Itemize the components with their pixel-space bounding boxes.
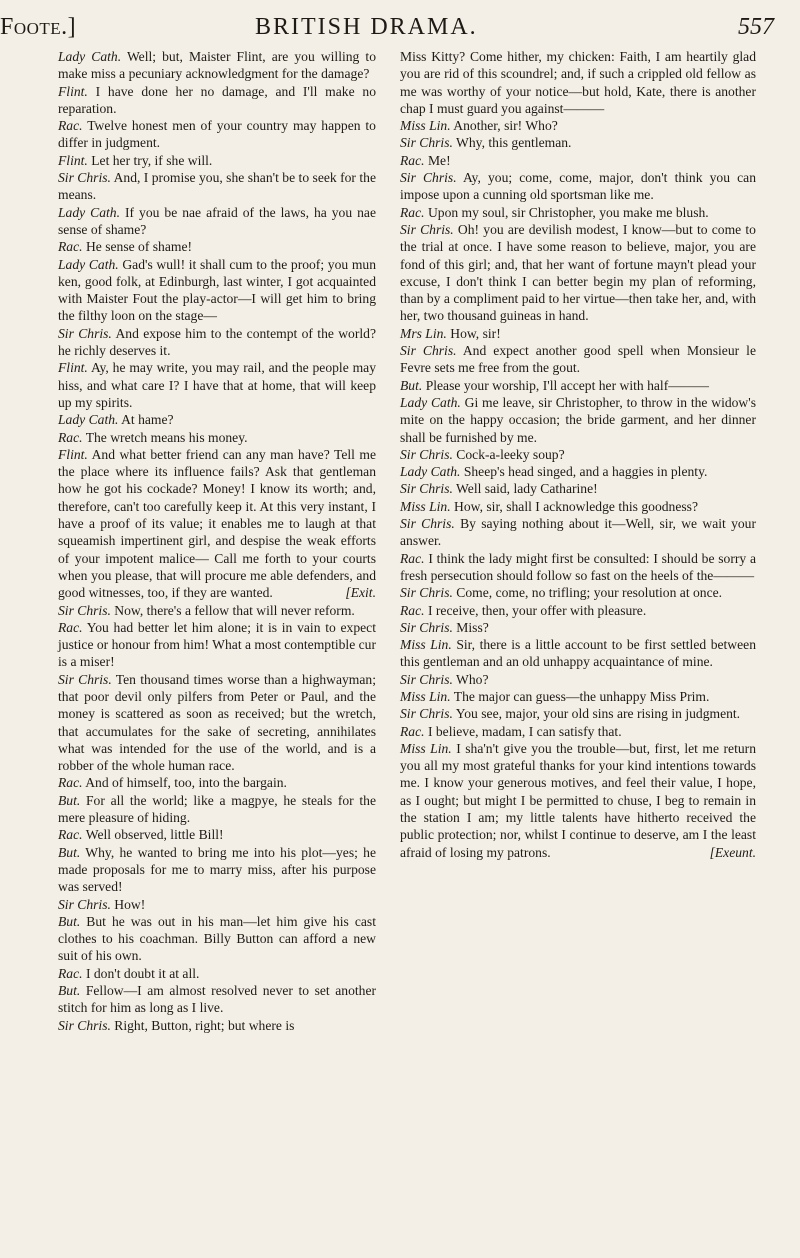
speech-text: Ay, you; come, come, major, don't think you can impose upon a cunning old sportsman like me.: [400, 170, 756, 203]
speech-paragraph: [400, 723, 756, 740]
speech-paragraph: [58, 117, 376, 152]
speech-paragraph: [400, 584, 756, 601]
speech-text: Let her try, if she will.: [91, 152, 213, 168]
speech-text: I sha'n't give you the trouble—but, first, let me return you all my most grateful thanks for your kind intentions towards me. I know your generous motives, and feel their value, I hope, as I ought; but might I be permitted to chuse, I beg to remain in the station I am; my little talents have hitherto received the public protection; nor, whilst I continue to deserve, am I the least afraid of losing my patrons.: [400, 740, 756, 860]
speech-text: Well said, lady Catharine!: [456, 481, 598, 497]
speaker-name: Rac.: [400, 602, 425, 618]
speech-text: Now, there's a fellow that will never reform.: [114, 602, 355, 618]
speech-paragraph: [400, 446, 756, 463]
speech-text: I don't doubt it at all.: [85, 965, 200, 981]
speech-text: And what better friend can any man have? Tell me the place where its influence fails? Ask that gentleman how he got his cockade? Money! I know its worth; and, therefore, can't too carefully keep it. At this very instant, I have a proof of its value; it enables me to laugh at that squeamish impertinent girl, and despise the weak efforts of your impotent malice— Call me forth to your courts when you please, that will procure me able defenders, and good witnesses, too, if they are wanted.: [58, 446, 376, 601]
speech-text: Ay, he may write, you may rail, and the people may hiss, and what care I? I have that at home, that will keep up my spirits.: [58, 360, 376, 410]
speech-paragraph: [400, 221, 756, 325]
speech-paragraph: [58, 913, 376, 965]
speech-paragraph: [400, 134, 756, 151]
speaker-name: Sir Chris.: [400, 135, 453, 151]
speaker-name: Flint.: [58, 446, 88, 462]
speech-paragraph: [58, 792, 376, 827]
speech-paragraph: [400, 671, 756, 688]
speech-text: And expose him to the contempt of the world? he richly deserves it.: [58, 325, 376, 359]
speech-text: I have done her no damage, and I'll make no reparation.: [58, 83, 376, 116]
speech-text: I receive, then, your offer with pleasure.: [427, 602, 647, 618]
speech-text: For all the world; like a magpye, he steals for the mere pleasure of hiding.: [58, 792, 377, 826]
speech-paragraph: [58, 602, 376, 619]
speech-text: Miss?: [456, 619, 489, 635]
speech-text: And, I promise you, she shan't be to seek for the means.: [58, 170, 376, 203]
speech-paragraph: [58, 411, 376, 428]
speech-paragraph: [400, 688, 756, 705]
right-column: [400, 48, 756, 1034]
speaker-name: Sir Chris.: [58, 170, 111, 186]
speech-text: Well; but, Maister Flint, are you willing to make miss a pecuniary acknowledgment for the damage?: [58, 49, 377, 82]
speaker-name: Flint.: [58, 83, 88, 99]
speech-text: Why, he wanted to bring me into his plot—yes; he made proposals for me to marry miss, after his purpose was served!: [58, 844, 376, 895]
speech-paragraph: [400, 463, 756, 480]
speech-paragraph: [58, 619, 376, 671]
speaker-name: Rac.: [400, 723, 425, 739]
speech-text: Well observed, little Bill!: [85, 827, 224, 843]
speech-text: If you be nae afraid of the laws, ha you nae sense of shame?: [58, 204, 376, 237]
speaker-name: Miss Lin.: [400, 498, 451, 514]
speech-text: Gad's wull! it shall cum to the proof; you mun ken, good folk, at Edinburgh, last winter, I got acquainted with Maister Fout the play-actor—I will get him to bring the filthy loon on the stage—: [58, 256, 376, 324]
speech-text: Right, Button, right; but where is: [114, 1017, 295, 1033]
speaker-name: Mrs Lin.: [400, 325, 447, 341]
speech-text: He sense of shame!: [85, 239, 193, 255]
speech-paragraph: [400, 342, 756, 377]
speaker-name: Sir Chris.: [58, 1017, 111, 1033]
speaker-name: Miss Lin.: [400, 688, 451, 704]
speaker-name: But.: [58, 844, 81, 860]
speech-paragraph: [58, 359, 376, 411]
speech-paragraph: [58, 429, 376, 446]
speaker-name: Sir Chris.: [400, 221, 454, 237]
speaker-name: Rac.: [58, 118, 83, 134]
speaker-name: Sir Chris.: [58, 602, 111, 618]
speaker-name: Sir Chris.: [400, 446, 453, 462]
speech-paragraph: [58, 204, 376, 239]
text-columns: [58, 48, 776, 1034]
speech-text: I think the lady might first be consulted: I should be sorry a fresh persecution should follow so fast on the heels of the———: [400, 550, 756, 583]
speaker-name: Sir Chris.: [58, 896, 111, 912]
speech-paragraph: [400, 480, 756, 497]
speech-paragraph: [400, 117, 756, 134]
speech-paragraph: [58, 256, 376, 325]
speech-paragraph: [400, 740, 756, 861]
speech-paragraph: [58, 671, 376, 775]
speech-paragraph: [58, 169, 376, 204]
speech-paragraph: [58, 446, 376, 602]
speaker-name: Sir Chris.: [400, 585, 453, 601]
speech-paragraph: [400, 48, 756, 117]
speech-text: And of himself, too, into the bargain.: [85, 775, 287, 791]
speech-text: Cock-a-leeky soup?: [456, 446, 565, 462]
speaker-name: Sir Chris.: [400, 481, 453, 497]
speech-paragraph: [400, 394, 756, 446]
speech-text: And expect another good spell when Monsieur le Fevre sets me free from the gout.: [400, 343, 756, 376]
speaker-name: Sir Chris.: [400, 170, 457, 186]
speaker-name: Sir Chris.: [400, 343, 457, 359]
speaker-name: Lady Cath.: [58, 204, 121, 220]
speech-paragraph: [400, 550, 756, 585]
speech-text: But he was out in his man—let him give his cast clothes to his coachman. Billy Button can afford a new suit of his own.: [58, 913, 376, 964]
speech-text: At hame?: [121, 412, 174, 428]
speech-text: Who?: [456, 671, 489, 687]
speaker-name: Sir Chris.: [400, 706, 453, 722]
speech-text: Me!: [427, 152, 451, 168]
speech-text: Gi me leave, sir Christopher, to throw in the widow's mite on the happy occasion; the bride garment, and her dinner shall be furnished by me.: [400, 394, 756, 445]
speech-paragraph: [58, 774, 376, 791]
header-author: Foote.]: [0, 14, 77, 40]
speech-text: How, sir, shall I acknowledge this goodness?: [454, 498, 699, 514]
speaker-name: Rac.: [58, 965, 83, 981]
speech-paragraph: [400, 204, 756, 221]
speaker-name: Flint.: [58, 152, 88, 168]
speaker-name: Lady Cath.: [58, 256, 119, 272]
speech-text: Twelve honest men of your country may happen to differ in judgment.: [58, 118, 376, 151]
speech-text: How!: [114, 896, 146, 912]
speech-paragraph: [400, 169, 756, 204]
speaker-name: Lady Cath.: [58, 49, 122, 64]
speech-paragraph: [400, 498, 756, 515]
speech-paragraph: [58, 83, 376, 118]
speech-paragraph: [400, 705, 756, 722]
speech-paragraph: [400, 515, 756, 550]
speaker-name: Rac.: [58, 619, 83, 635]
speech-paragraph: [58, 826, 376, 843]
speech-text: Fellow—I am almost resolved never to set another stitch for him as long as I live.: [58, 983, 376, 1016]
speech-paragraph: [58, 1017, 376, 1034]
speech-text: The wretch means his money.: [85, 429, 248, 445]
speech-text: Ten thousand times worse than a highwayman; that poor devil only pilfers from Peter or Paul, and the money is scattered as soon as received; but the wretch, that accumulates for the sake of secreting, annihilates what was intended for the use of the world, and is a robber of the whole human race.: [58, 671, 376, 774]
speech-paragraph: [400, 325, 756, 342]
speaker-name: Rac.: [400, 152, 425, 168]
speech-text: By saying nothing about it—Well, sir, we wait your answer.: [400, 516, 756, 549]
speaker-name: Sir Chris.: [400, 516, 455, 532]
speaker-name: But.: [58, 792, 81, 808]
speaker-name: But.: [58, 913, 81, 929]
speech-text: You see, major, your old sins are rising in judgment.: [455, 706, 741, 722]
speech-paragraph: [58, 48, 376, 83]
speech-text: Sheep's head singed, and a haggies in plenty.: [463, 464, 708, 480]
speaker-name: Miss Lin.: [400, 118, 451, 134]
speech-text: Come, come, no trifling; your resolution at once.: [456, 585, 723, 601]
speech-paragraph: [400, 152, 756, 169]
speaker-name: Sir Chris.: [400, 671, 453, 687]
speaker-name: Lady Cath.: [58, 412, 119, 428]
speech-paragraph: [58, 152, 376, 169]
speaker-name: Lady Cath.: [400, 464, 461, 480]
speech-paragraph: [400, 602, 756, 619]
speech-paragraph: [58, 982, 376, 1017]
speaker-name: Rac.: [58, 239, 83, 255]
speech-paragraph: [400, 636, 756, 671]
speech-text: Another, sir! Who?: [453, 118, 558, 134]
speech-paragraph: [58, 896, 376, 913]
speech-paragraph: [58, 965, 376, 982]
speech-paragraph: [58, 238, 376, 255]
speaker-name: Miss Lin.: [400, 637, 452, 653]
stage-direction: [Exit.: [345, 585, 376, 601]
speaker-name: Rac.: [400, 204, 425, 220]
speaker-name: Sir Chris.: [58, 671, 112, 687]
running-header: [0, 6, 800, 42]
speaker-name: Flint.: [58, 360, 88, 376]
speaker-name: Lady Cath.: [400, 394, 461, 410]
speech-text: Sir, there is a little account to be first settled between this gentleman and an old unhappy acquaintance of mine.: [400, 637, 756, 670]
speech-text: Oh! you are devilish modest, I know—but to come to the trial at once. I have some reason to believe, major, you are fond of this girl; and, that her want of fortune mayn't plead your excuse, I don't think I can better begin my plan of reforming, than by a compliment paid to her virtue—then take her, and, with her, two thousand guineas in hand.: [400, 221, 756, 324]
speech-paragraph: [58, 844, 376, 896]
speech-paragraph: [400, 377, 756, 394]
speech-text: You had better let him alone; it is in vain to expect justice or honour from him! What a most contemptible cur is a miser!: [58, 619, 376, 670]
speaker-name: Rac.: [58, 429, 83, 445]
speaker-name: Rac.: [58, 827, 83, 843]
speaker-name: Sir Chris.: [58, 325, 112, 341]
page-number: 557: [738, 14, 774, 40]
speaker-name: Rac.: [58, 775, 83, 791]
header-title: BRITISH DRAMA.: [255, 14, 478, 40]
speech-text: Miss Kitty? Come hither, my chicken: Faith, I am heartily glad you are rid of this scoundrel; and, if such a crippled old fellow as me was worthy of your notice—but hold, Kate, there is another chap I must guard you against———: [400, 49, 756, 116]
left-column: [58, 48, 376, 1034]
speech-text: Please your worship, I'll accept her with half———: [425, 377, 709, 393]
speech-paragraph: [58, 325, 376, 360]
speech-text: The major can guess—the unhappy Miss Prim.: [453, 688, 710, 704]
speech-text: Why, this gentleman.: [456, 135, 572, 151]
speaker-name: But.: [58, 983, 81, 999]
stage-direction: [Exeunt.: [709, 844, 756, 860]
speech-text: Upon my soul, sir Christopher, you make me blush.: [427, 204, 709, 220]
speech-paragraph: [400, 619, 756, 636]
speech-text: How, sir!: [450, 325, 501, 341]
speaker-name: Sir Chris.: [400, 619, 453, 635]
speaker-name: Miss Lin.: [400, 740, 452, 756]
speech-text: I believe, madam, I can satisfy that.: [427, 723, 622, 739]
speaker-name: But.: [400, 377, 423, 393]
speaker-name: Rac.: [400, 550, 425, 566]
